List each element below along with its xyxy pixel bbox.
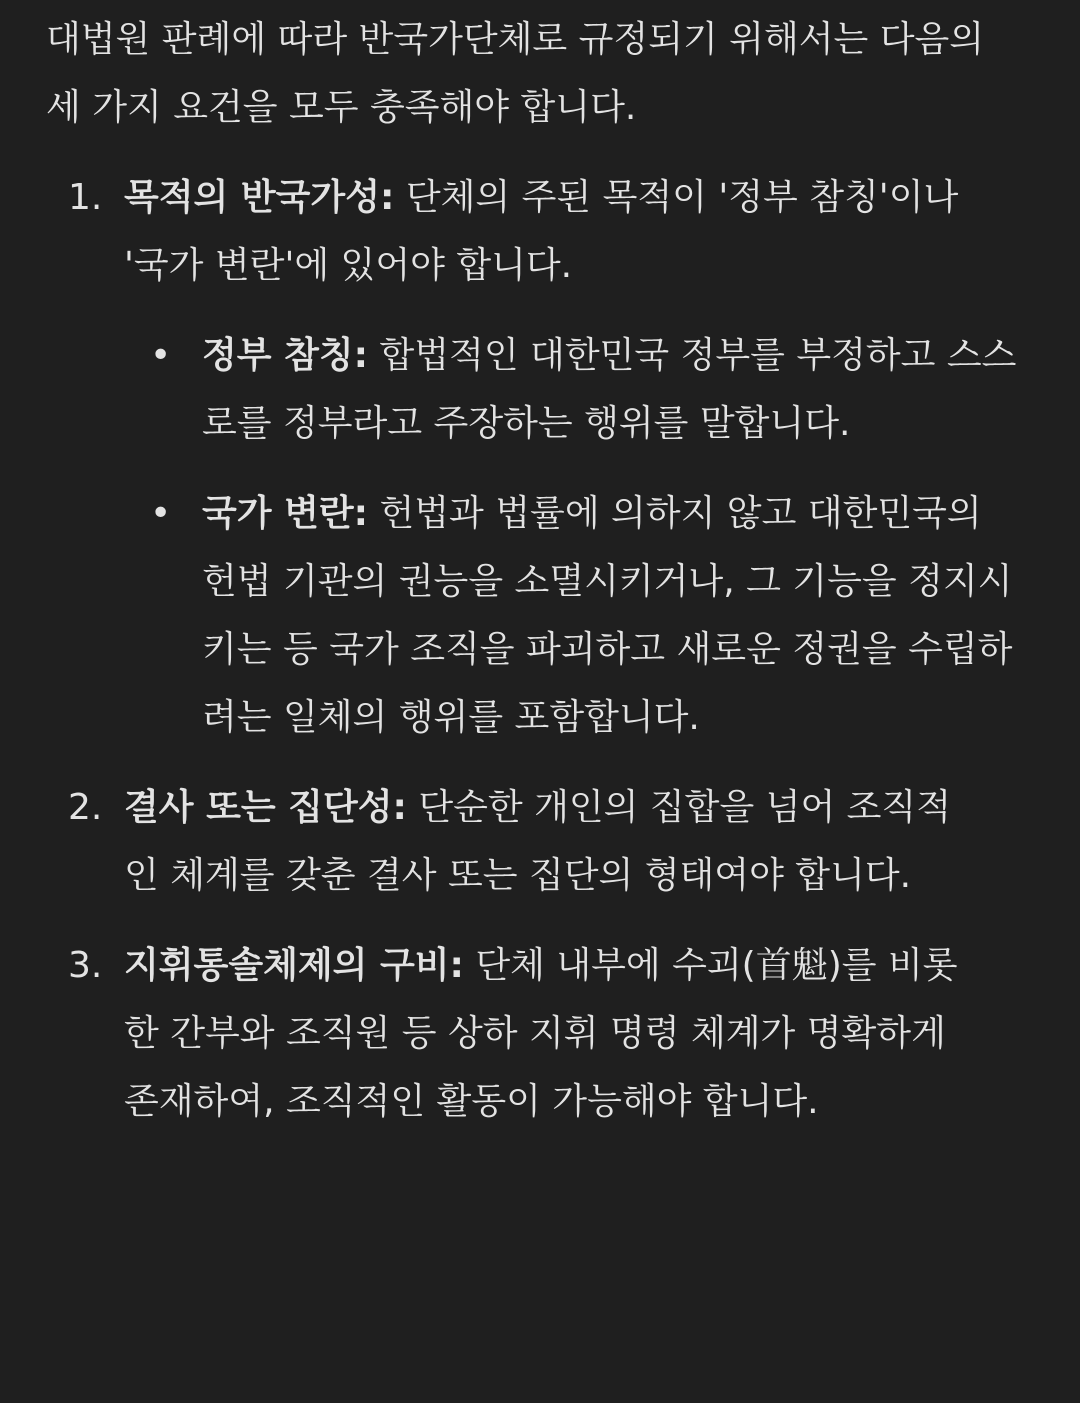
criterion-body [124, 932, 984, 1136]
sub-item-national-subversion [124, 480, 1034, 752]
sub-item-body [202, 322, 1018, 458]
criterion-term: 목적의 반국가성: [124, 177, 395, 218]
sub-item-term: 국가 변란: [202, 493, 369, 534]
bullet-icon: • [150, 335, 172, 376]
criterion-number: 2. [68, 787, 103, 828]
criterion-item-2 [46, 774, 1034, 910]
response-document [46, 6, 1034, 1136]
sub-item-government-usurpation [124, 322, 1034, 458]
criterion-text: 단체 내부에 수괴(首魁)를 비롯한 간부와 조직원 등 상하 지휘 명령 체계가 명확하게 존재하여, 조직적인 활동이 가능해야 합니다. [124, 945, 958, 1122]
criterion-term: 결사 또는 집단성: [124, 787, 407, 828]
criterion-body [124, 774, 984, 910]
criterion-number: 3. [68, 945, 103, 986]
criterion-number: 1. [68, 177, 103, 218]
criterion-term: 지휘통솔체제의 구비: [124, 945, 464, 986]
criterion-item-3 [46, 932, 1034, 1136]
criterion-body [124, 164, 984, 300]
sub-list [124, 322, 1034, 752]
intro-paragraph: 대법원 판례에 따라 반국가단체로 규정되기 위해서는 다음의 세 가지 요건을 모두 충족해야 합니다. [46, 19, 985, 128]
criterion-item-1 [46, 164, 1034, 752]
criteria-list [46, 164, 1034, 1136]
criterion-text: 단순한 개인의 집합을 넘어 조직적인 체계를 갖춘 결사 또는 집단의 형태여야 합니다. [124, 787, 951, 896]
sub-item-text: 합법적인 대한민국 정부를 부정하고 스스로를 정부라고 주장하는 행위를 말합니다. [202, 335, 1017, 444]
bullet-icon: • [150, 493, 172, 534]
sub-item-term: 정부 참칭: [202, 335, 369, 376]
sub-item-text: 헌법과 법률에 의하지 않고 대한민국의 헌법 기관의 권능을 소멸시키거나, 그 기능을 정지시키는 등 국가 조직을 파괴하고 새로운 정권을 수립하려는 일체의 행위를 포함합니다. [202, 493, 1013, 738]
sub-item-body [202, 480, 1018, 752]
criterion-text: 단체의 주된 목적이 '정부 참칭'이나 '국가 변란'에 있어야 합니다. [124, 177, 959, 286]
